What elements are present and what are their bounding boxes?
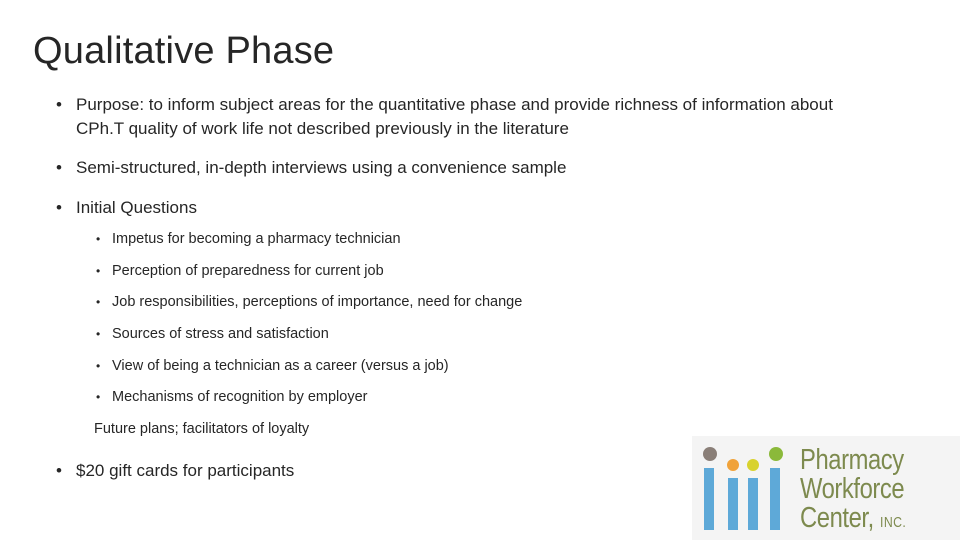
sub-bullet (96, 386, 876, 408)
bullet-dot: • (56, 461, 62, 480)
sub-bullet-text: View of being a technician as a career (versus a job) (112, 357, 449, 374)
logo-line-2: Workforce (800, 473, 905, 505)
bullet-gift-cards (56, 459, 294, 483)
bullet-purpose-text: Purpose: to inform subject areas for the quantitative phase and provide richness of information about CPh.T quality of work life not described previously in the literature (76, 95, 833, 138)
logo-bar-2 (728, 478, 738, 530)
initial-questions-sublist (76, 228, 876, 440)
slide-title: Qualitative Phase (33, 30, 335, 72)
sub-bullet (96, 355, 876, 377)
logo-gray-dot (703, 447, 717, 461)
sub-bullet (96, 228, 876, 250)
sub-bullet-dot: • (96, 295, 101, 310)
bullet-dot: • (56, 158, 62, 177)
logo-line-1: Pharmacy (800, 444, 904, 476)
logo-orange-dot (727, 459, 739, 471)
sub-bullet-text: Perception of preparedness for current job (112, 262, 384, 279)
logo-yellow-dot (747, 459, 759, 471)
logo-bar-4 (770, 468, 780, 530)
bullet-dot: • (56, 198, 62, 217)
sub-bullet-dot: • (96, 232, 101, 246)
sub-bullet (96, 260, 876, 282)
logo-line-3 (800, 504, 906, 533)
bullet-interviews-text: Semi-structured, in-depth interviews using a convenience sample (76, 158, 567, 177)
logo-mark-icon (692, 436, 792, 540)
logo-green-dot (769, 447, 783, 461)
sub-bullet-text: Mechanisms of recognition by employer (112, 389, 368, 406)
logo-wordmark (800, 446, 906, 533)
sub-bullet (96, 323, 876, 345)
logo-bar-3 (748, 478, 758, 530)
sub-bullet-text: Sources of stress and satisfaction (112, 326, 329, 343)
extra-line: Future plans; facilitators of loyalty (94, 421, 310, 438)
logo-bar-1 (704, 468, 714, 530)
bullet-dot: • (56, 95, 62, 114)
bullet-purpose (56, 93, 876, 141)
sub-bullet-dot: • (96, 327, 101, 342)
pharmacy-workforce-center-logo (692, 436, 960, 540)
logo-inc: INC. (880, 514, 907, 531)
sub-bullet-dot: • (96, 390, 101, 405)
sub-bullet-dot: • (96, 358, 101, 373)
bullet-initial-questions (56, 196, 876, 440)
bullet-interviews (56, 156, 876, 180)
bullet-gift-cards-text: $20 gift cards for participants (76, 461, 295, 480)
sub-bullet-dot: • (96, 263, 101, 278)
sub-bullet-text: Impetus for becoming a pharmacy technician (112, 231, 401, 247)
bullet-initial-questions-text: Initial Questions (76, 198, 197, 217)
bullet-list (56, 93, 876, 440)
sub-bullet-text: Job responsibilities, perceptions of importance, need for change (112, 294, 523, 311)
sub-bullet (96, 291, 876, 313)
logo-line-3-text: Center, (800, 502, 874, 534)
